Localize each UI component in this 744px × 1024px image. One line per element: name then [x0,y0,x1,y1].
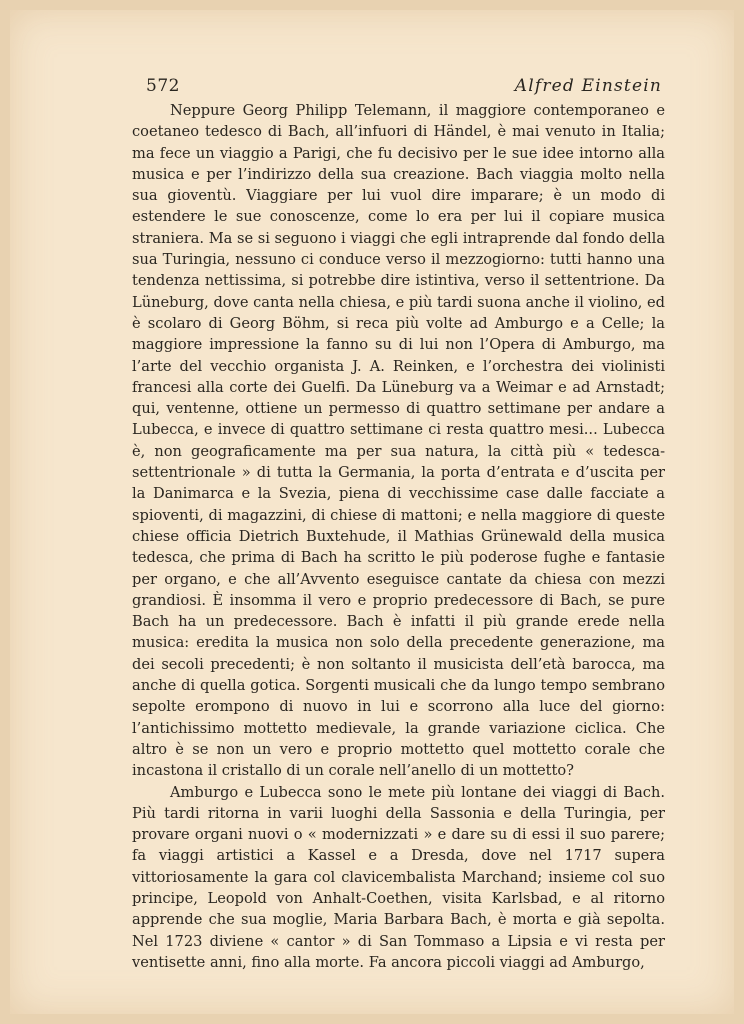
body-text [132,100,665,973]
paragraph: Amburgo e Lubecca sono le mete più lontane dei viaggi di Bach. Più tardi ritorna in varii luoghi della Sassonia e della Turingia, per provare organi nuovi o « modernizzati » e dare su di essi il suo parere; fa viaggi artistici a Kassel e a Dresda, dove nel 1717 supera vittoriosamente la gara col clavicembalista Marchand; insieme col suo principe, Leopold von Anhalt-Coethen, visita Karlsbad, e al ritorno apprende che sua moglie, Maria Barbara Bach, è morta e già sepolta. Nel 1723 diviene « cantor » di San Tommaso a Lipsia e vi resta per ventisette anni, fino alla morte. Fa ancora piccoli viaggi ad Amburgo, [132,783,665,971]
page-header [146,76,662,100]
page-number: 572 [146,76,180,96]
paragraph: Neppure Georg Philipp Telemann, il maggiore contemporaneo e coetaneo tedesco di Bach, all’infuori di Händel, è mai venuto in Italia; ma fece un viaggio a Parigi, che fu decisivo per le sue idee intorno alla musica e per l’indirizzo della sua creazione. Bach viaggia molto nella sua gioventù. Viaggiare per lui vuol dire imparare; è un modo di estendere le sue conoscenze, come lo era per lui il copiare musica straniera. Ma se si seguono i viaggi che egli intraprende dal fondo della sua Turingia, nessuno ci conduce verso il mezzogiorno: tutti hanno una tendenza nettissima, si potrebbe dire istintiva, verso il settentrione. Da Lüneburg, dove canta nella chiesa, e più tardi suona anche il violino, ed è scolaro di Georg Böhm, si reca più volte ad Amburgo e a Celle; la maggiore impressione la fanno su di lui non l’Opera di Amburgo, ma l’arte del vecchio organista J. A. Reinken, e l’orchestra dei violinisti francesi alla corte dei Guelfi. Da Lüneburg va a Weimar e ad Arnstadt; qui, ventenne, ottiene un permesso di quattro settimane per andare a Lubecca, e invece di quattro settimane ci resta quattro mesi... Lubecca è, non geograficamente ma per sua natura, la città più « tedesca-settentrionale » di tutta la Germania, la porta d’entrata e d’uscita per la Danimarca e la Svezia, piena di vecchissime case dalle facciate a spioventi, di magazzini, di chiese di mattoni; e nella maggiore di queste chiese officia Dietrich Buxtehude, il Mathias Grünewald della musica tedesca, che prima di Bach ha scritto le più poderose fughe e fantasie per organo, e che all’Avvento eseguisce cantate da chiesa con mezzi grandiosi. È insomma il vero e proprio predecessore di Bach, se pure Bach ha un predecessore. Bach è infatti il più grande erede nella musica: eredita la musica non solo della precedente generazione, ma dei secoli precedenti; è non soltanto il musicista dell’età barocca, ma anche di quella gotica. Sorgenti musicali che da lungo tempo sembrano sepolte erompono di nuovo in lui e scorrono alla luce del giorno: l’antichissimo mottetto medievale, la grande variazione ciclica. Che altro è se non un vero e proprio mottetto quel mottetto corale che incastona il cristallo di un corale nell’anello di un mottetto? [132,102,666,780]
running-head-author: Alfred Einstein [514,76,662,96]
